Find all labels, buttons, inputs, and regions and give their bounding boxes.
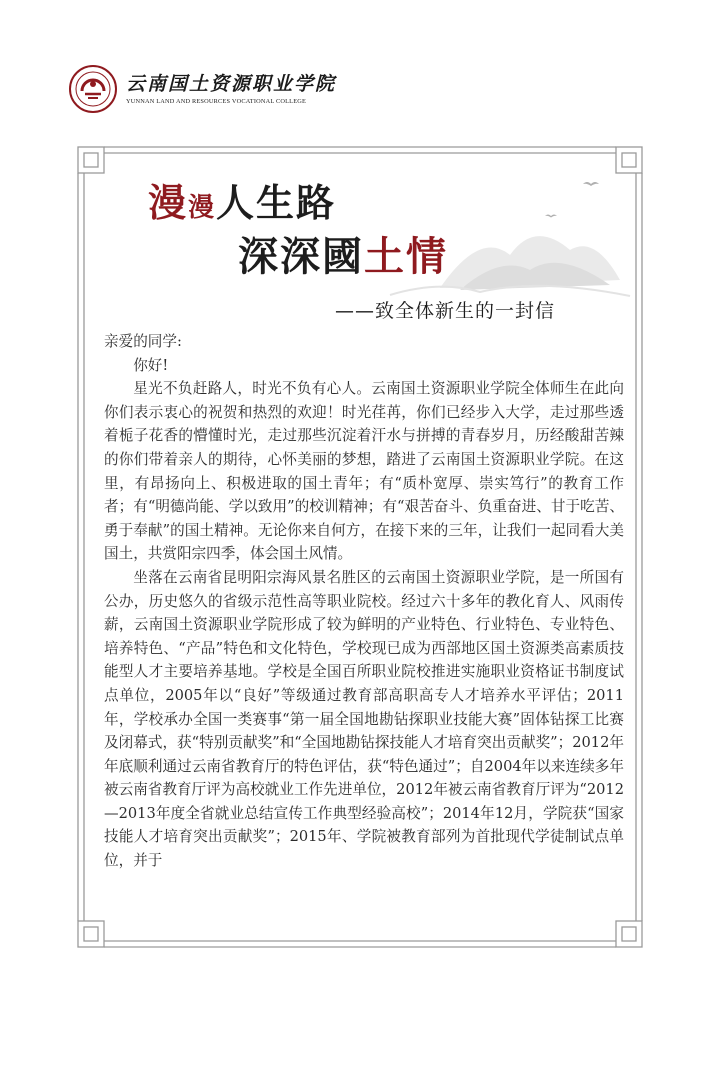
- letter-body: [104, 330, 624, 873]
- college-header: [68, 64, 336, 114]
- title-line-1: [148, 172, 336, 227]
- college-name-block: [126, 73, 336, 106]
- title-char-man-small: 漫: [188, 193, 217, 223]
- title-line-2-red: 土情: [364, 233, 448, 280]
- college-name-en: YUNNAN LAND AND RESOURCES VOCATIONAL COLLEGE: [126, 97, 307, 105]
- title-char-man-big: 漫: [148, 180, 189, 225]
- letter-salutation: 亲爱的同学:: [104, 333, 182, 350]
- title-line-2-main: 深深國: [238, 233, 364, 280]
- letter-paragraph: 星光不负赶路人，时光不负有心人。云南国土资源职业学院全体师生在此向你们表示衷心的祝贺和热烈的欢迎！时光荏苒，你们已经步入大学，走过那些透着栀子花香的懵懂时光，走过那些沉淀着汗水与拼搏的青春岁月，历经酸甜苦辣的你们带着亲人的期待，心怀美丽的梦想，踏进了云南国土资源职业学院。在这里，有昂扬向上、积极进取的国土青年；有“质朴宽厚、崇实笃行”的教育工作者；有“明德尚能、学以致用”的校训精神；有“艰苦奋斗、负重奋进、甘于吃苦、勇于奉献”的国土精神。无论你来自何方，在接下来的三年，让我们一起同看大美国土，共赏阳宗四季，体会国土风情。: [104, 380, 624, 563]
- letter-paragraph: 坐落在云南省昆明阳宗海风景名胜区的云南国土资源职业学院，是一所国有公办，历史悠久的省级示范性高等职业院校。经过六十多年的教化育人、风雨传薪，云南国土资源职业学院形成了较为鲜明的产业特色、行业特色、专业特色、培养特色、“产品”特色和文化特色，学校现已成为西部地区国土资源类高素质技能型人才主要培养基地。学校是全国百所职业院校推进实施职业资格证书制度试点单位，2005年以“良好”等级通过教育部高职高专人才培养水平评估；2011年，学校承办全国一类赛事“第一届全国地勘钻探职业技能大赛”固体钻探工比赛及闭幕式，获“特别贡献奖”和“全国地勘钻探技能人才培育突出贡献奖”；2012年年底顺利通过云南省教育厅的特色评估，获“特色通过”；自2004年以来连续多年被云南省教育厅评为高校就业工作先进单位，2012年被云南省教育厅评为“2012—2013年度全省就业总结宣传工作典型经验高校”；2014年12月，学院获“国家技能人才培育突出贡献奖”；2015年、学院被教育部列为首批现代学徒制试点单位，并于: [104, 568, 624, 870]
- title-line-2: [238, 225, 448, 282]
- college-name-cn: 云南国土资源职业学院: [126, 72, 337, 95]
- bird-icons: [545, 182, 599, 218]
- title-line-1-rest: 人生路: [216, 180, 337, 225]
- letter-subtitle: ——致全体新生的一封信: [335, 300, 556, 322]
- college-emblem-icon: [68, 64, 118, 114]
- letter-greeting: 你好!: [133, 356, 169, 374]
